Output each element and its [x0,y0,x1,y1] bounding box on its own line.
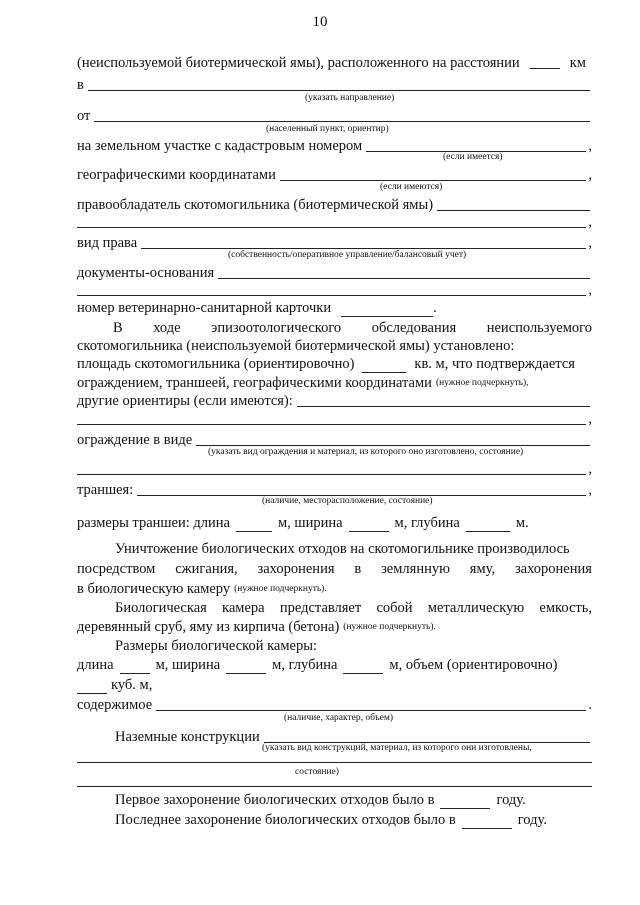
coordinates-field[interactable] [280,179,587,181]
vet-card-field[interactable] [341,302,433,317]
paragraph-text: скотомогильника (неиспользуемой биотермической ямы) установлено: [77,338,515,354]
chamber-depth-field[interactable] [343,659,383,674]
owner-label: правообладатель скотомогильника (биотермической ямы) [77,197,434,213]
owner-line-2: , [77,213,592,231]
documents-label: документы-основания [77,265,215,281]
first-burial-label: Первое захоронение биологических отходов было в [115,792,435,808]
last-burial-line [115,811,592,829]
word: представляет [279,600,362,616]
disposal-line-2 [77,560,592,578]
disposal-note: (нужное подчеркнуть). [234,584,327,594]
first-burial-year-field[interactable] [440,794,490,809]
right-type-line: вид права , [77,235,592,251]
distance-field[interactable] [530,67,560,69]
contents-label: содержимое [77,697,153,713]
documents-field[interactable] [218,277,590,279]
word: неиспользуемого [486,320,592,336]
ground-structures-label: Наземные конструкции [115,729,260,745]
chamber-depth-label: м, глубина [272,657,338,673]
fence-field-2[interactable] [77,473,586,475]
chamber-dimensions-line [77,656,592,674]
vet-card-label: номер ветеринарно-санитарной карточки [77,300,332,316]
chamber-size-label: Размеры биологической камеры: [115,638,318,654]
area-label: площадь скотомогильника (ориентировочно) [77,356,355,372]
fence-line-2: , [77,460,592,478]
chamber-volume-field[interactable] [77,679,107,694]
direction-label: в [77,77,84,93]
word: собой [376,600,413,616]
word: ходе [153,320,181,336]
documents-field-2[interactable] [77,294,586,296]
coordinates-line: географическими координатами , [77,167,592,183]
direction-caption: (указать направление) [305,93,395,103]
area-line [77,355,592,373]
chamber-size-heading [115,637,592,655]
confirm-note: (нужное подчеркнуть), [435,378,529,388]
fence-caption: (указать вид ограждения и материал, из которого оно изготовлено, состояние) [208,447,524,457]
contents-caption: (наличие, характер, объем) [284,713,394,723]
from-label: от [77,108,91,124]
word: емкость, [539,600,592,616]
trench-length-label: размеры траншеи: длина [77,515,230,531]
cadastral-line: на земельном участке с кадастровым номером , [77,138,592,154]
area-field[interactable] [362,358,406,373]
page-number: 10 [312,14,328,30]
trench-label: траншея: [77,482,134,498]
trench-caption: (наличие, месторасположение, состояние) [262,496,433,506]
chamber-line-2 [77,618,592,636]
word: эпизоотологического [211,320,342,336]
confirm-line [77,374,592,392]
chamber-length-field[interactable] [120,659,150,674]
cadastral-caption: (если имеется) [443,152,503,162]
area-text: кв. м, что подтверждается [414,356,575,372]
landmarks-label: другие ориентиры (если имеются): [77,393,293,409]
trench-length-field[interactable] [236,517,272,532]
from-caption: (населенный пункт, ориентир) [266,124,389,134]
trench-dimensions-line [77,514,592,532]
volume-unit: куб. м, [111,677,153,693]
fence-field[interactable] [196,444,590,446]
right-type-caption: (собственность/оперативное управление/балансовый учет) [228,250,467,260]
word: захоронения [257,561,335,577]
ground-caption-2: состояние) [295,767,339,777]
fence-label: ограждение в виде [77,432,193,448]
coordinates-label: географическими координатами [77,167,276,183]
landmarks-line [77,392,592,410]
chamber-width-field[interactable] [226,659,266,674]
word: камера [222,600,265,616]
chamber-note: (нужное подчеркнуть). [343,622,436,632]
owner-field[interactable] [437,209,590,211]
word: сжигания, [175,561,238,577]
contents-field[interactable] [156,709,586,711]
from-line [77,107,592,125]
trench-unit: м. [515,515,529,531]
word: в [354,561,362,577]
contents-line: содержимое . [77,697,592,713]
trench-width-label: м, ширина [277,515,343,531]
chamber-length-label: длина [77,657,114,673]
landmarks-field-2[interactable] [77,423,586,425]
location-line [77,54,592,72]
direction-field[interactable] [88,89,590,91]
cadastral-label: на земельном участке с кадастровым номером [77,138,363,154]
from-field[interactable] [94,120,590,122]
chamber-line-1 [115,599,592,617]
chamber-width-label: м, ширина [155,657,221,673]
last-burial-label: Последнее захоронение биологических отходов было в [115,812,456,828]
trench-line: траншея: , [77,482,592,498]
ground-caption-1: (указать вид конструкций, материал, из которого они изготовлены, [262,743,532,753]
coordinates-caption: (если имеются) [380,182,443,192]
km-label: км [569,55,586,71]
disposal-line-3 [77,580,592,598]
ground-structures-field-3[interactable] [77,786,592,787]
first-burial-unit: году. [496,792,526,808]
documents-line-2: , [77,281,592,299]
paragraph-1-line-1 [113,319,592,337]
disposal-line-1 [115,540,592,558]
ground-structures-field-2[interactable] [77,762,592,763]
direction-line [77,76,592,94]
trench-depth-label: м, глубина [394,515,460,531]
trench-depth-field[interactable] [466,517,510,532]
word: землянную [381,561,450,577]
right-type-label: вид права [77,235,138,251]
first-burial-line [115,791,592,809]
paragraph-1-line-2 [77,337,592,355]
owner-line [77,196,592,214]
landmarks-field[interactable] [297,405,590,407]
landmarks-line-2: , [77,410,592,428]
location-text: (неиспользуемой биотермической ямы), расположенного на расстоянии [77,55,520,71]
vet-card-line: номер ветеринарно-санитарной карточки . [77,300,437,316]
disposal-text: Уничтожение биологических отходов на скотомогильнике производилось [115,541,570,557]
word: Биологическая [115,600,207,616]
word: яму, [469,561,496,577]
word: В [113,320,123,336]
word: посредством [77,561,156,577]
chamber-volume-label: м, объем (ориентировочно) [389,657,558,673]
word: металлическую [427,600,525,616]
chamber-text: деревянный сруб, яму из кирпича (бетона) [77,619,340,635]
right-type-field[interactable] [141,247,586,249]
word: захоронения [514,561,592,577]
owner-field-2[interactable] [77,226,586,228]
disposal-text: в биологическую камеру [77,581,231,597]
trench-width-field[interactable] [349,517,389,532]
word: обследования [371,320,457,336]
chamber-volume-line [77,676,592,694]
documents-line [77,264,592,282]
last-burial-unit: году. [517,812,547,828]
last-burial-year-field[interactable] [462,814,512,829]
confirm-text: ограждением, траншеей, географическими координатами [77,375,432,391]
